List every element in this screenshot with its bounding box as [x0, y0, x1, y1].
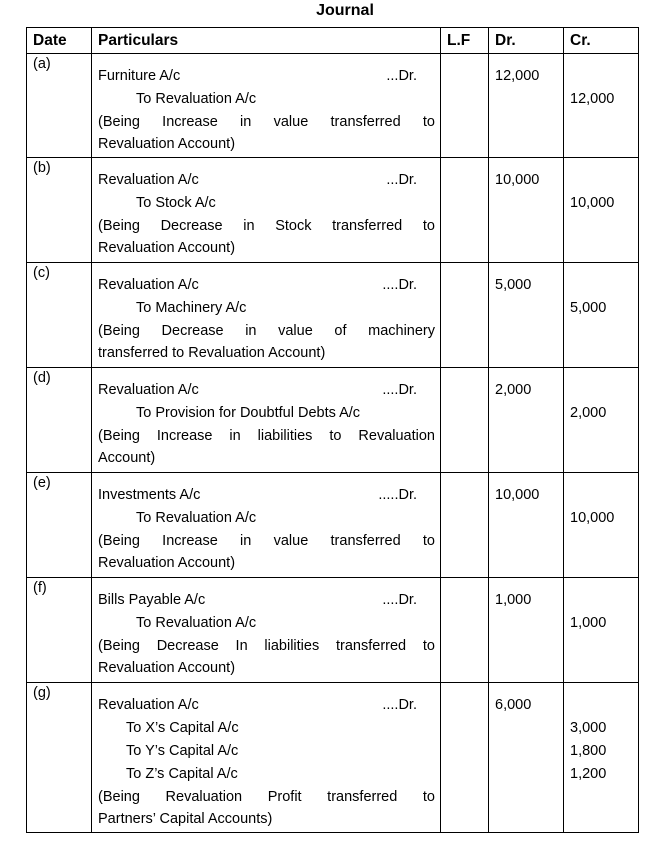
debit-line — [98, 589, 435, 612]
entry-lf — [441, 368, 489, 473]
entry-cr-cell — [564, 578, 639, 683]
entry-dr-cell — [489, 578, 564, 683]
credit-amount: 2,000 — [570, 405, 607, 421]
entry-particulars — [92, 473, 441, 578]
entry-particulars — [92, 578, 441, 683]
credit-account: To Z’s Capital A/c — [126, 766, 238, 782]
journal-entry-row — [27, 578, 639, 683]
dr-mark: ....Dr. — [382, 592, 417, 608]
narration-line: (Being Increase in value transferred to — [98, 533, 435, 549]
entry-particulars — [92, 54, 441, 158]
debit-line — [98, 169, 435, 192]
debit-line — [98, 274, 435, 297]
dr-mark: ...Dr. — [386, 172, 417, 188]
dr-mark: ....Dr. — [382, 382, 417, 398]
dr-mark: ....Dr. — [382, 697, 417, 713]
entry-dr-cell — [489, 473, 564, 578]
credit-account: To Y’s Capital A/c — [126, 743, 239, 759]
narration — [98, 320, 435, 364]
credit-account: To Provision for Doubtful Debts A/c — [136, 405, 361, 421]
debit-amount: 5,000 — [495, 277, 532, 293]
narration — [98, 425, 435, 469]
journal-body — [27, 54, 639, 833]
narration-line: Revaluation Account) — [98, 240, 236, 256]
entry-cr-cell — [564, 54, 639, 158]
header-date: Date — [27, 28, 92, 54]
narration-line: Revaluation Account) — [98, 660, 236, 676]
credit-amount: 3,000 — [570, 720, 607, 736]
entry-particulars — [92, 263, 441, 368]
journal-entry-row — [27, 368, 639, 473]
entry-cr-cell — [564, 158, 639, 263]
debit-amount: 10,000 — [495, 487, 540, 503]
credit-amount: 12,000 — [570, 91, 615, 107]
debit-line — [98, 65, 435, 88]
entry-lf — [441, 683, 489, 833]
debit-account: Bills Payable A/c — [98, 592, 206, 608]
narration-line: Partners’ Capital Accounts) — [98, 811, 273, 827]
debit-account: Revaluation A/c — [98, 697, 199, 713]
credit-account: To Machinery A/c — [136, 300, 247, 316]
journal-entry-row — [27, 54, 639, 158]
entry-date: (b) — [27, 158, 92, 263]
debit-line — [98, 484, 435, 507]
entry-dr-cell — [489, 158, 564, 263]
debit-amount: 6,000 — [495, 697, 532, 713]
debit-line — [98, 379, 435, 402]
narration — [98, 635, 435, 679]
header-lf: L.F — [441, 28, 489, 54]
narration-line: (Being Increase in value transferred to — [98, 114, 435, 130]
entry-lf — [441, 578, 489, 683]
credit-account: To Stock A/c — [136, 195, 216, 211]
credit-account: To X’s Capital A/c — [126, 720, 239, 736]
dr-mark: ....Dr. — [382, 277, 417, 293]
credit-amount: 10,000 — [570, 195, 615, 211]
journal-entry-row — [27, 473, 639, 578]
narration-line: (Being Decrease In liabilities transferred to — [98, 638, 435, 654]
debit-line — [98, 694, 435, 717]
debit-amount: 1,000 — [495, 592, 532, 608]
journal-entry-row — [27, 263, 639, 368]
entry-dr-cell — [489, 263, 564, 368]
entry-cr-cell — [564, 368, 639, 473]
entry-particulars — [92, 158, 441, 263]
entry-cr-cell — [564, 263, 639, 368]
credit-amount: 5,000 — [570, 300, 607, 316]
header-row — [27, 28, 639, 54]
debit-amount: 10,000 — [495, 172, 540, 188]
entry-lf — [441, 263, 489, 368]
entry-cr-cell — [564, 473, 639, 578]
credit-account: To Revaluation A/c — [136, 91, 257, 107]
narration — [98, 111, 435, 155]
dr-mark: ...Dr. — [386, 68, 417, 84]
entry-date: (g) — [27, 683, 92, 833]
entry-particulars — [92, 368, 441, 473]
entry-dr-cell — [489, 54, 564, 158]
entry-date: (a) — [27, 54, 92, 158]
journal-entry-row — [27, 683, 639, 833]
entry-cr-cell — [564, 683, 639, 833]
header-cr: Cr. — [564, 28, 639, 54]
credit-amount: 1,200 — [570, 766, 607, 782]
narration — [98, 215, 435, 259]
narration — [98, 530, 435, 574]
credit-account: To Revaluation A/c — [136, 615, 257, 631]
narration-line: (Being Decrease in Stock transferred to — [98, 218, 435, 234]
narration-line: (Being Increase in liabilities to Revaluation — [98, 428, 435, 444]
debit-account: Revaluation A/c — [98, 277, 199, 293]
debit-account: Revaluation A/c — [98, 172, 199, 188]
entry-dr-cell — [489, 368, 564, 473]
narration-line: transferred to Revaluation Account) — [98, 345, 326, 361]
debit-account: Furniture A/c — [98, 68, 181, 84]
debit-amount: 2,000 — [495, 382, 532, 398]
entry-dr-cell — [489, 683, 564, 833]
narration — [98, 786, 435, 830]
entry-date: (d) — [27, 368, 92, 473]
entry-particulars — [92, 683, 441, 833]
debit-amount: 12,000 — [495, 68, 540, 84]
narration-line: Revaluation Account) — [98, 555, 236, 571]
entry-date: (f) — [27, 578, 92, 683]
entry-date: (e) — [27, 473, 92, 578]
debit-account: Revaluation A/c — [98, 382, 199, 398]
narration-line: Revaluation Account) — [98, 136, 236, 152]
credit-amount: 1,800 — [570, 743, 607, 759]
credit-amount: 10,000 — [570, 510, 615, 526]
narration-line: Account) — [98, 450, 156, 466]
journal-entry-row — [27, 158, 639, 263]
narration-line: (Being Revaluation Profit transferred to — [98, 789, 435, 805]
entry-date: (c) — [27, 263, 92, 368]
header-dr: Dr. — [489, 28, 564, 54]
journal-title: Journal — [316, 2, 374, 19]
entry-lf — [441, 473, 489, 578]
entry-lf — [441, 158, 489, 263]
entry-lf — [441, 54, 489, 158]
credit-account: To Revaluation A/c — [136, 510, 257, 526]
header-particulars: Particulars — [92, 28, 441, 54]
debit-account: Investments A/c — [98, 487, 201, 503]
journal-table — [26, 27, 639, 833]
dr-mark: .....Dr. — [378, 487, 417, 503]
narration-line: (Being Decrease in value of machinery — [98, 323, 435, 339]
credit-amount: 1,000 — [570, 615, 607, 631]
